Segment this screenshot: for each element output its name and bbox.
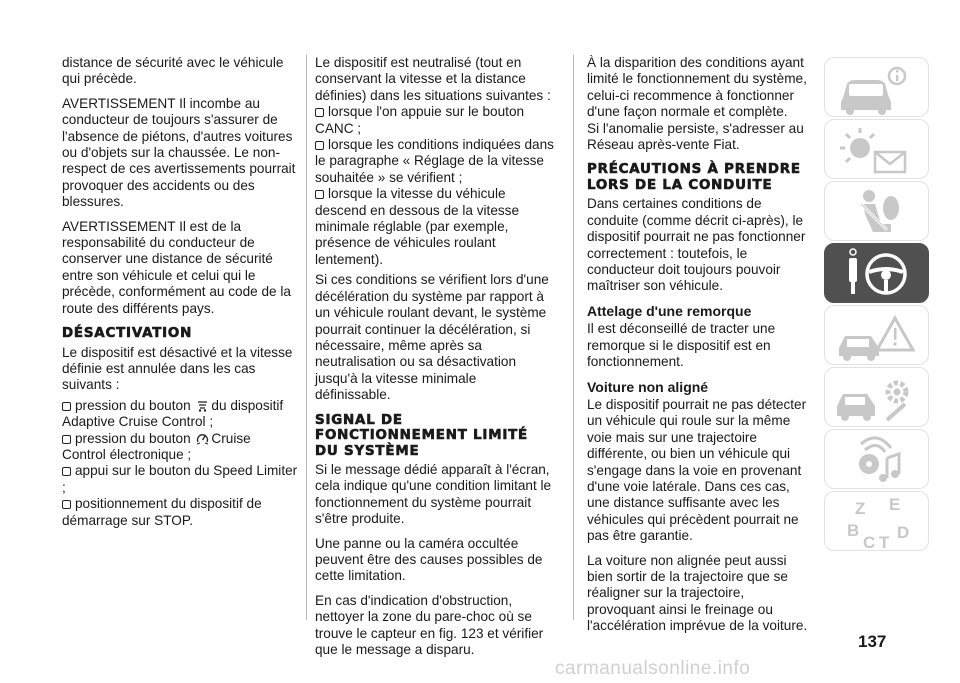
tab-car-wrench[interactable] — [824, 367, 929, 427]
paragraph: Il est déconseillé de tracter une remorque si le dispositif est en fonctionnement. — [587, 321, 776, 370]
index-letter: D — [897, 523, 910, 542]
warning-car-icon — [825, 306, 929, 365]
seat-airbag-icon — [825, 182, 929, 241]
tab-warning-car[interactable] — [824, 305, 929, 365]
page-number: 137 — [858, 632, 887, 651]
bullet-icon — [62, 500, 71, 509]
paragraph: Une panne ou la caméra occultée peuvent être des causes possibles de cette limitation. — [315, 535, 543, 584]
paragraph: Dans certaines conditions de conduite (comme décrit ci-après), le dispositif pourrait ne pas fonctionner correctement : toutefois, le conducteur doit toujours pouvoir maîtriser son véhicule. — [587, 196, 806, 294]
paragraph: La voiture non alignée peut aussi bien sortir de la trajectoire que se réaligner sur la trajectoire, provoquant ainsi le freinage ou l'accélération imprévue de la voiture. — [587, 552, 808, 634]
alphabet-index-icon — [825, 492, 929, 551]
list-item: pression du bouton du dispositif Adaptive Cruise Control ; — [62, 397, 284, 430]
car-info-icon — [825, 58, 929, 117]
list-item: lorsque les conditions indiquées dans le paragraphe « Réglage de la vitesse souhaitée » se vérifient ; — [315, 137, 554, 185]
tab-seat-airbag[interactable] — [824, 181, 929, 241]
tab-sun-envelope[interactable] — [824, 119, 929, 179]
bullet-icon — [62, 435, 71, 444]
index-letter: C — [863, 533, 876, 552]
subheading-voiture: Voiture non aligné — [587, 378, 709, 395]
sun-envelope-icon — [825, 120, 929, 179]
bullet-icon — [315, 108, 324, 117]
text-column-1 — [62, 55, 298, 529]
adaptive-cruise-icon — [196, 400, 209, 412]
index-letter: E — [889, 495, 901, 514]
bullet-icon — [62, 402, 71, 411]
car-wrench-icon — [825, 368, 929, 427]
list-item: positionnement du dispositif de démarrage sur STOP. — [62, 496, 262, 528]
paragraph: Si ces conditions se vérifient lors d'une décélération du système par rapport à un véhicule roulant devant, le système pourrait continuer la décélération, si nécessaire, même après sa neutralisation ou sa désactivation jusqu'à la vitesse minimale définissable. — [315, 272, 549, 403]
tab-alphabet-index[interactable] — [824, 491, 929, 551]
tab-key-steering-wheel[interactable] — [824, 243, 929, 303]
list-item: lorsque la vitesse du véhicule descend en dessous de la vitesse minimale réglable (par exemple, présence de véhicules roulant lentement). — [315, 186, 520, 267]
paragraph: Le dispositif est neutralisé (tout en conservant la vitesse et la distance définies) dans les situations suivantes : — [315, 55, 551, 103]
column-divider — [573, 55, 574, 620]
tab-car-info[interactable] — [824, 57, 929, 117]
list-item: pression du bouton Cruise Control électronique ; — [62, 430, 251, 463]
paragraph: Si l'anomalie persiste, s'adresser au Réseau après-vente Fiat. — [587, 120, 804, 153]
paragraph: Le dispositif est désactivé et la vitesse définie est annulée dans les cas suivants : — [62, 344, 293, 393]
section-heading-signal: SIGNAL DE FONCTIONNEMENT LIMITÉ DU SYSTÈME — [315, 412, 529, 459]
index-letter: Z — [855, 499, 866, 518]
paragraph: Le dispositif pourrait ne pas détecter un véhicule qui roule sur la même voie mais sur une trajectoire différente, ou bien un véhicule qui s'engage dans la voie en provenant d'une voie latérale. Dans ces cas, une distance suffisante avec les véhicules qui précèdent pourrait ne pas être garantie. — [587, 396, 807, 544]
list-item: lorsque l'on appuie sur le bouton CANC ; — [315, 104, 525, 136]
paragraph: À la disparition des conditions ayant limité le fonctionnement du système, celui-ci recommence à fonctionner d'une façon normale et complète. — [587, 55, 807, 120]
warning-paragraph: AVERTISSEMENT Il incombe au conducteur de toujours s'assurer de l'absence de piétons, d'autres voitures ou d'objets sur la chaussée. Le non-respect de ces avertissements pourrait provoquer des accidents ou des blessures. — [62, 95, 296, 210]
paragraph: Si le message dédié apparaît à l'écran, cela indique qu'une condition limitant le fonctionnement du système pourrait s'être produite. — [315, 462, 552, 527]
bullet-icon — [315, 190, 324, 199]
watermark: carmanualsonline.info — [555, 658, 751, 679]
key-steering-wheel-icon — [825, 244, 929, 303]
column-divider — [306, 55, 307, 620]
index-letter: T — [879, 533, 890, 552]
cruise-control-icon — [196, 433, 209, 445]
text-column-3 — [587, 55, 815, 643]
paragraph: En cas d'indication d'obstruction, nettoyer la zone du pare-choc où se trouve le capteur en fig. 123 et vérifier que le message a disparu. — [315, 592, 544, 658]
list-item: appui sur le bouton du Speed Limiter ; — [62, 463, 298, 495]
section-heading-desactivation: DÉSACTIVATION — [62, 326, 193, 342]
tab-media-navigation[interactable] — [824, 429, 929, 489]
warning-paragraph: AVERTISSEMENT Il est de la responsabilité du conducteur de conserver une distance de sécurité entre son véhicule et celui qui le précède, conformément au code de la route des différents pays. — [62, 218, 291, 316]
section-heading-precautions: PRÉCAUTIONS À PRENDRE LORS DE LA CONDUITE — [587, 162, 801, 193]
paragraph: distance de sécurité avec le véhicule qui précède. — [62, 55, 284, 87]
chapter-tabs — [824, 57, 930, 553]
subheading-attelage: Attelage d'une remorque — [587, 302, 752, 319]
media-navigation-icon — [825, 430, 929, 489]
text-column-2 — [315, 55, 555, 667]
bullet-icon — [315, 141, 324, 150]
bullet-icon — [62, 467, 71, 476]
index-letter: B — [847, 521, 860, 540]
